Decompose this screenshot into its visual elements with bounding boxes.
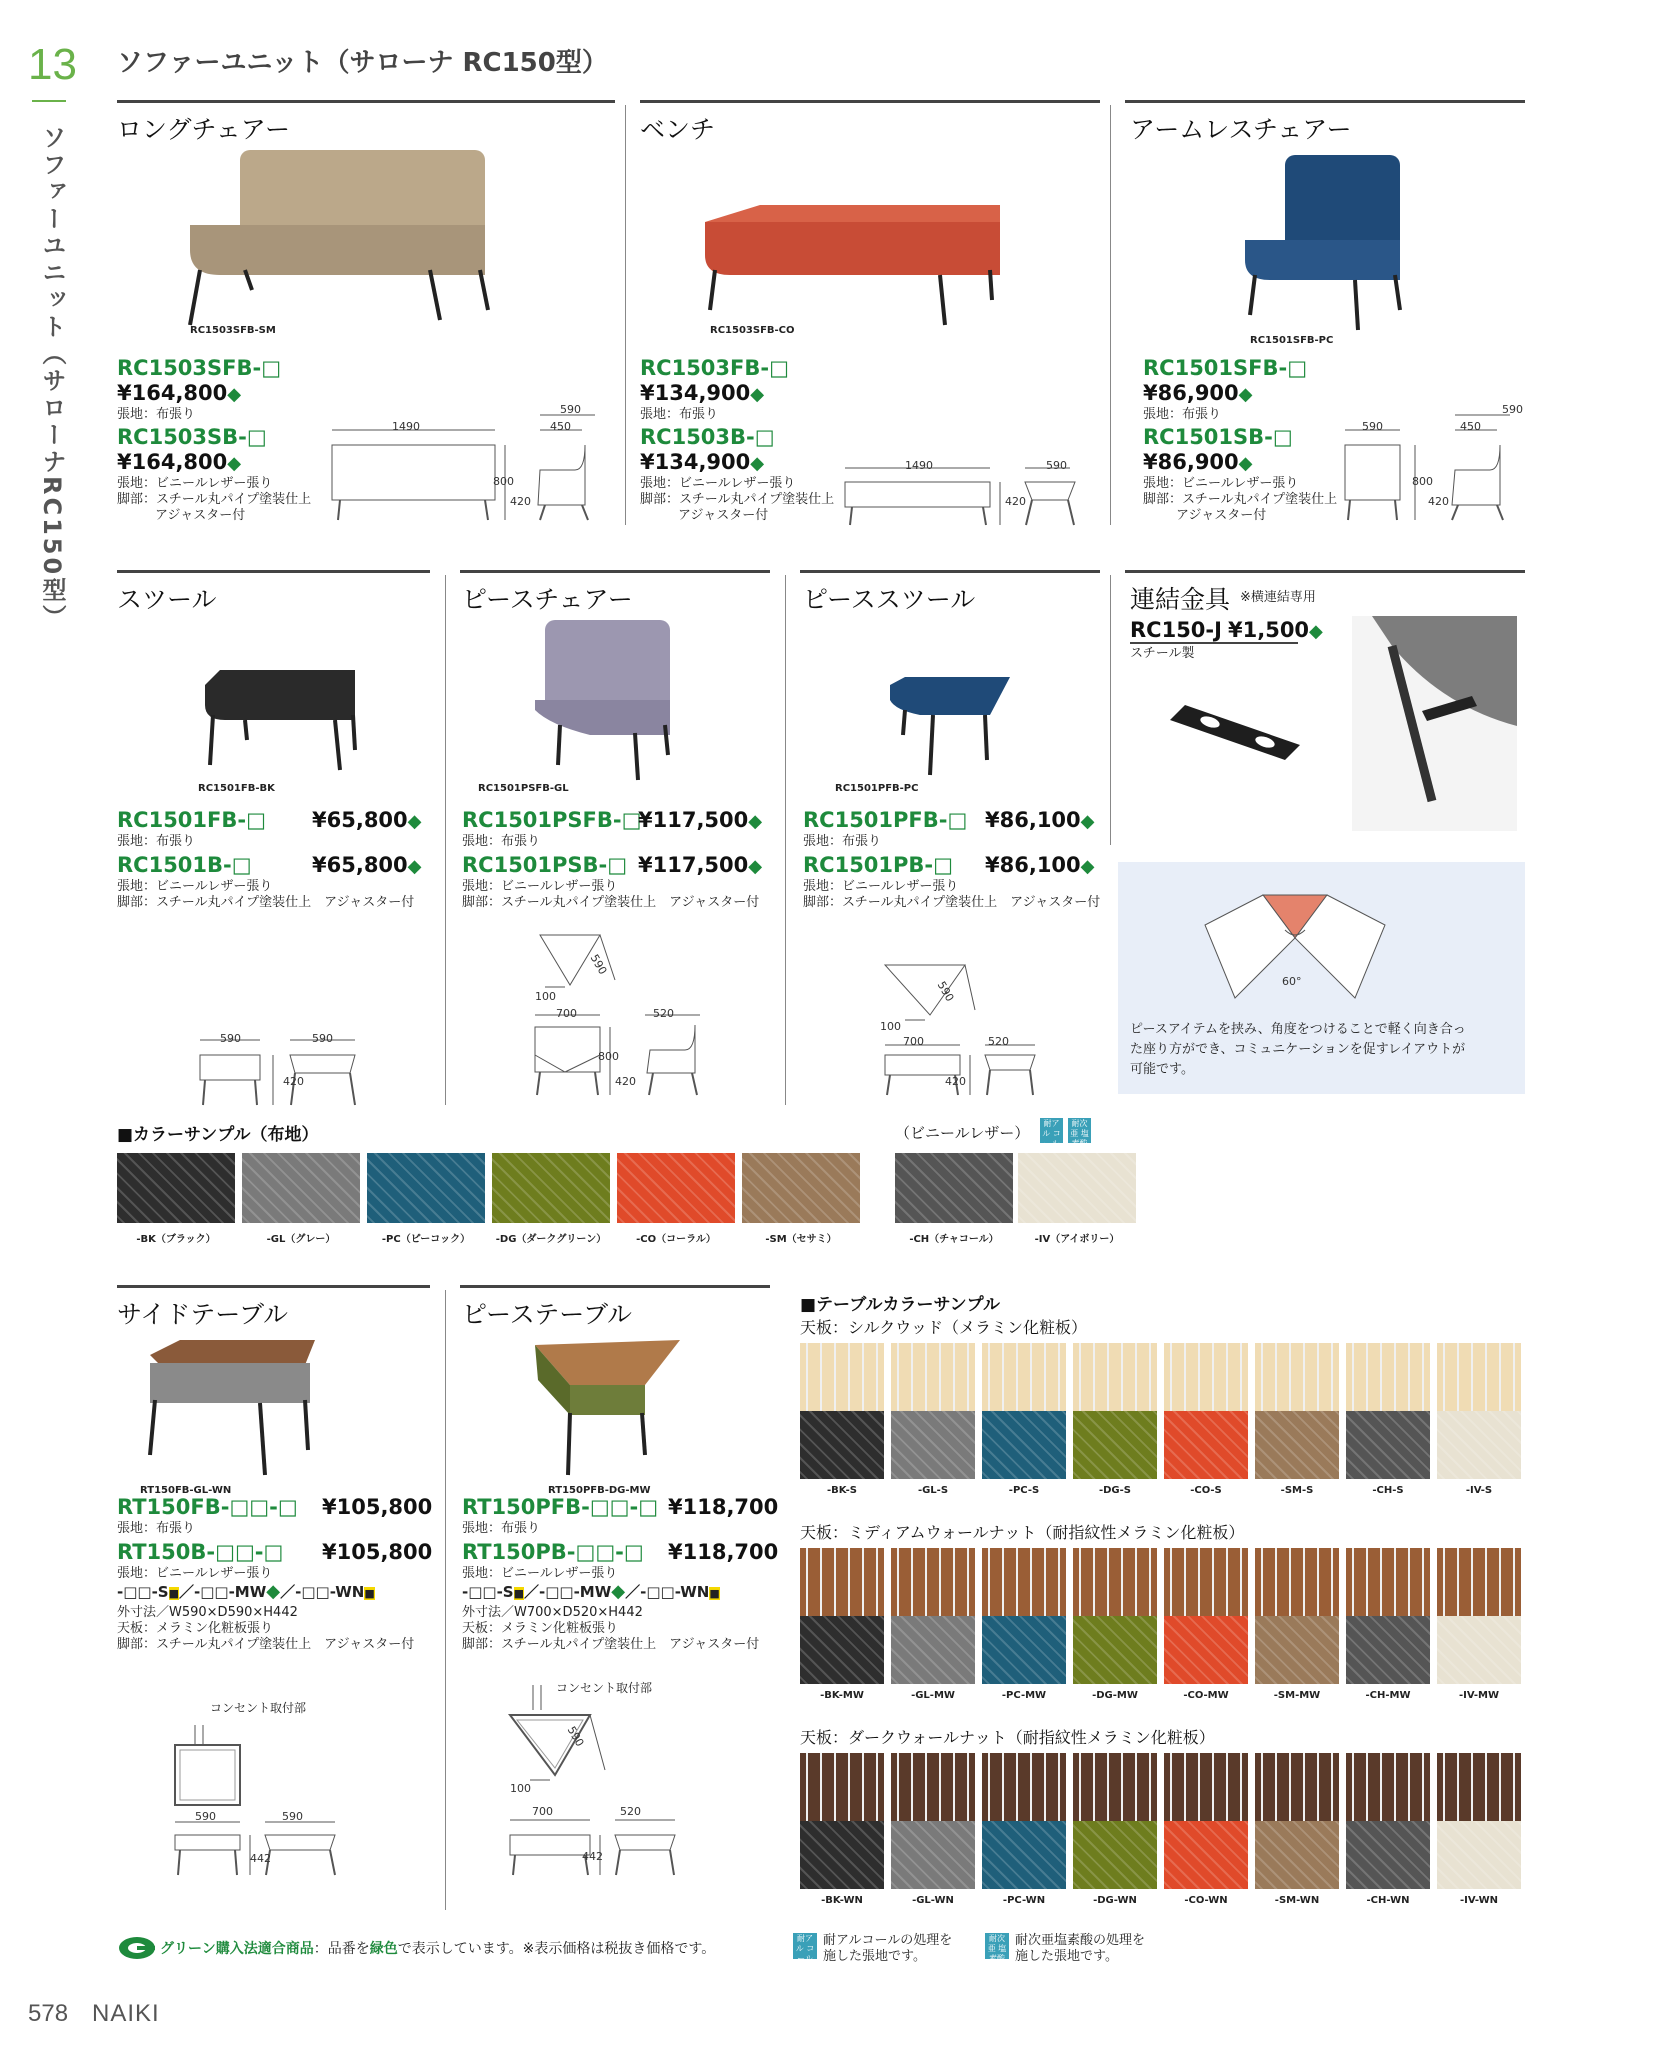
dim-label: 100 (535, 990, 556, 1003)
fabric-sample-heading: ■カラーサンプル（布地） (117, 1125, 319, 1145)
table-swatch-code: -CO-MW (1183, 1690, 1229, 1701)
section-rule (460, 1285, 770, 1288)
spec-text: 外寸法／W700×D520×H442 (462, 1605, 643, 1620)
spec-text: 脚部：スチール丸パイプ塗装仕上 (640, 492, 835, 507)
product-price (640, 450, 764, 474)
table-swatch-code: -PC-MW (1001, 1690, 1047, 1701)
table-base-swatch (1346, 1821, 1430, 1889)
spec-text: アジャスター付 (155, 508, 246, 523)
page-number: 578 (28, 2000, 69, 2027)
table-top-group-label: 天板：ダークウォールナット（耐指紋性メラミン化粧板） (800, 1728, 1215, 1747)
table-top-swatch (1346, 1343, 1430, 1411)
section-rule (1125, 570, 1525, 573)
product-code: RC150-J (1130, 618, 1222, 642)
green-diamond-icon: ◆ (407, 856, 422, 877)
chapter-number: 13 (28, 40, 77, 89)
table-base-swatch (891, 1411, 975, 1479)
table-swatch-code: -IV-MW (1458, 1690, 1499, 1701)
table-swatch-code: -DG-MW (1092, 1690, 1138, 1701)
table-base-swatch (1437, 1616, 1521, 1684)
table-base-swatch (800, 1821, 884, 1889)
dim-label: 1490 (392, 420, 420, 433)
price-value: ¥164,800 (117, 381, 228, 405)
joint-closeup-photo (1352, 616, 1517, 831)
product-price: ¥118,700 (668, 1495, 779, 1519)
table-top-swatch (800, 1343, 884, 1411)
spec-text: 張地：布張り (462, 834, 541, 849)
spec-text: 張地：ビニールレザー張り (803, 879, 959, 894)
product-code: RT150PB-□□-□ (462, 1540, 644, 1564)
dim-label: 700 (556, 1007, 577, 1020)
page-title: ソファーユニット（サローナ RC150型） (117, 48, 608, 78)
photo-tag: RC1501PSFB-GL (478, 783, 569, 794)
piece-table-heading: ピーステーブル (462, 1300, 633, 1329)
table-swatch-code: -CH-MW (1365, 1690, 1411, 1701)
stool-heading: スツール (117, 585, 217, 614)
layout-diagram (1195, 880, 1445, 1005)
piece-stool-photo (885, 675, 1015, 785)
fabric-swatch-label: -GL（グレー） (266, 1234, 336, 1245)
dim-label: 590 (934, 979, 957, 1004)
outlet-label: コンセント取付部 (210, 1701, 307, 1715)
table-top-swatch (1164, 1343, 1248, 1411)
angle-label: 60° (1282, 975, 1302, 988)
side-title: ソファーユニット（サローナRC150型） (38, 125, 66, 632)
dim-label: 420 (510, 495, 531, 508)
spec-text: 張地：布張り (803, 834, 882, 849)
product-code: RT150PFB-□□-□ (462, 1495, 659, 1519)
table-swatch-code: -SM-S (1280, 1485, 1314, 1496)
table-swatch-code: -DG-WN (1093, 1895, 1137, 1906)
fabric-swatch (117, 1153, 235, 1223)
column-divider (445, 1290, 446, 1910)
spec-text: 張地：布張り (1143, 407, 1222, 422)
spec-text: 張地：ビニールレザー張り (462, 879, 618, 894)
vinyl-heading: （ビニールレザー） (895, 1124, 1030, 1142)
spec-text: 張地：ビニールレザー張り (1143, 476, 1299, 491)
fabric-swatch (242, 1153, 360, 1223)
spec-text: 脚部：スチール丸パイプ塗装仕上 アジャスター付 (462, 895, 760, 910)
fabric-swatch (742, 1153, 860, 1223)
table-base-swatch (891, 1616, 975, 1684)
product-price (1143, 381, 1253, 405)
product-price (1228, 618, 1323, 642)
spec-text: スチール製 (1130, 646, 1195, 661)
spec-text: 脚部：スチール丸パイプ塗装仕上 アジャスター付 (462, 1637, 760, 1652)
product-code: RC1503FB-□ (640, 356, 789, 380)
dim-label: 590 (282, 1810, 303, 1823)
table-swatch-code: -PC-WN (1002, 1895, 1046, 1906)
piece-chair-photo (530, 615, 680, 785)
table-swatch-code: -SM-MW (1273, 1690, 1321, 1701)
table-base-swatch (1164, 1411, 1248, 1479)
armless-chair-heading: アームレスチェアー (1130, 115, 1352, 144)
section-rule (1125, 100, 1525, 103)
dim-label: 420 (1428, 495, 1449, 508)
green-diamond-icon: ◆ (611, 1581, 626, 1602)
footer-note-1: 耐アルコールの処理を 施した張地です。 (823, 1933, 953, 1964)
section-rule (800, 570, 1100, 573)
green-purchase-logo-icon (117, 1935, 157, 1961)
spec-text: 外寸法／W590×D590×H442 (117, 1605, 298, 1620)
fabric-swatch (617, 1153, 735, 1223)
armless-chair-photo (1240, 150, 1420, 340)
table-base-swatch (1073, 1616, 1157, 1684)
table-top-swatch (800, 1548, 884, 1616)
table-top-swatch (982, 1753, 1066, 1821)
column-divider (1110, 105, 1111, 525)
green-diamond-icon: ◆ (1238, 384, 1253, 405)
table-top-swatch (1073, 1548, 1157, 1616)
dim-label: 700 (532, 1805, 553, 1818)
product-price (985, 853, 1095, 877)
table-top-swatch (1164, 1548, 1248, 1616)
table-base-swatch (982, 1821, 1066, 1889)
spec-text: 張地：布張り (117, 1521, 196, 1536)
table-base-swatch (1255, 1821, 1339, 1889)
fabric-swatch (367, 1153, 485, 1223)
spec-text: 脚部：スチール丸パイプ塗装仕上 アジャスター付 (117, 1637, 415, 1652)
yellow-square-icon: ■ (168, 1587, 180, 1600)
spec-text: 張地：布張り (462, 1521, 541, 1536)
layout-text: ピースアイテムを挟み、角度をつけることで軽く向き合っ た座り方ができ、コミュニケーションを促すレイアウトが 可能です。 (1130, 1022, 1466, 1077)
table-base-swatch (1164, 1821, 1248, 1889)
green-diamond-icon: ◆ (1238, 453, 1253, 474)
yellow-square-icon: ■ (709, 1587, 720, 1600)
fabric-swatch-label: -CO（コーラル） (636, 1234, 716, 1245)
section-rule (640, 100, 1100, 103)
table-swatch-code: -BK-MW (820, 1690, 864, 1701)
table-swatch-code: -CO-S (1190, 1485, 1222, 1496)
table-top-swatch (891, 1548, 975, 1616)
dim-label: 590 (560, 403, 581, 416)
chapter-divider (32, 100, 66, 102)
table-base-swatch (1164, 1616, 1248, 1684)
dim-label: 700 (903, 1035, 924, 1048)
table-base-swatch (982, 1411, 1066, 1479)
side-table-photo (140, 1335, 340, 1485)
photo-tag: RC1503SFB-SM (190, 325, 276, 336)
table-swatch-code: -PC-S (1008, 1485, 1040, 1496)
product-price (638, 808, 762, 832)
yellow-square-icon: ■ (513, 1587, 525, 1600)
product-code: RC1501B-□ (117, 853, 252, 877)
fabric-swatch-label: -PC（ピーコック） (381, 1234, 471, 1245)
table-top-swatch (1437, 1753, 1521, 1821)
product-code: RC1501PB-□ (803, 853, 953, 877)
table-top-swatch (1073, 1753, 1157, 1821)
product-price: ¥118,700 (668, 1540, 779, 1564)
spec-text: 張地：ビニールレザー張り (117, 476, 273, 491)
table-swatch-code: -BK-WN (821, 1895, 863, 1906)
dim-label: 100 (880, 1020, 901, 1033)
spec-text: 脚部：スチール丸パイプ塗装仕上 アジャスター付 (117, 895, 415, 910)
price-value: ¥134,900 (640, 450, 751, 474)
section-rule (117, 570, 430, 573)
dim-label: 420 (615, 1075, 636, 1088)
dim-label: 800 (493, 475, 514, 488)
product-code: RC1501PFB-□ (803, 808, 968, 832)
table-swatch-code: -CH-WN (1366, 1895, 1410, 1906)
table-top-swatch (982, 1548, 1066, 1616)
dim-label: 442 (582, 1850, 603, 1863)
price-value: ¥86,100 (985, 853, 1081, 877)
dim-label: 590 (220, 1032, 241, 1045)
green-diamond-icon: ◆ (750, 384, 765, 405)
table-top-swatch (1346, 1548, 1430, 1616)
product-price (312, 853, 422, 877)
photo-tag: RC1503SFB-CO (710, 325, 795, 336)
bench-photo (700, 200, 1010, 340)
column-divider (1110, 575, 1111, 845)
photo-tag: RT150FB-GL-WN (140, 1485, 232, 1496)
table-top-swatch (1073, 1343, 1157, 1411)
bench-heading: ベンチ (640, 115, 716, 144)
joint-note: ※横連結専用 (1240, 590, 1316, 605)
table-base-swatch (1346, 1616, 1430, 1684)
dim-label: 800 (1412, 475, 1433, 488)
green-diamond-icon: ◆ (227, 453, 242, 474)
table-top-swatch (1255, 1753, 1339, 1821)
table-base-swatch (800, 1616, 884, 1684)
hypochlorous-resistant-badge: 耐次亜 塩素酸 (985, 1933, 1009, 1959)
dim-label: 100 (510, 1782, 531, 1795)
piece-chair-dimension-drawing (525, 925, 715, 1100)
table-swatch-code: -BK-S (826, 1485, 857, 1496)
long-chair-heading: ロングチェアー (117, 115, 291, 144)
spec-text: 天板：メラミン化粧板張り (462, 1621, 619, 1636)
product-price: ¥105,800 (322, 1495, 433, 1519)
product-code: RT150B-□□-□ (117, 1540, 284, 1564)
spec-text: 張地：布張り (117, 834, 196, 849)
fabric-swatch-label: -DG（ダークグリーン） (495, 1234, 607, 1245)
table-top-swatch (800, 1753, 884, 1821)
hypochlorous-resistant-badge: 耐次亜 塩素酸 (1068, 1118, 1091, 1143)
price-value: ¥134,900 (640, 381, 751, 405)
price-value: ¥117,500 (638, 853, 749, 877)
table-top-group-label: 天板：シルクウッド（メラミン化粧板） (800, 1318, 1087, 1337)
vinyl-swatch-label: -CH（チャコール） (909, 1234, 999, 1245)
product-code: RC1501SB-□ (1143, 425, 1293, 449)
product-code: RC1501PSB-□ (462, 853, 628, 877)
stool-photo (195, 665, 365, 785)
piece-stool-heading: ピーススツール (803, 585, 976, 614)
green-diamond-icon: ◆ (748, 811, 763, 832)
product-price (640, 381, 764, 405)
brand-name: NAIKI (92, 2000, 160, 2027)
spec-text: アジャスター付 (1176, 508, 1267, 523)
table-swatch-code: -GL-MW (911, 1690, 955, 1701)
green-diamond-icon: ◆ (1080, 856, 1095, 877)
footer-note-2: 耐次亜塩素酸の処理を 施した張地です。 (1015, 1933, 1146, 1964)
spec-text: アジャスター付 (678, 508, 769, 523)
dim-label: 450 (550, 420, 571, 433)
green-diamond-icon: ◆ (266, 1581, 281, 1602)
table-top-swatch (1255, 1548, 1339, 1616)
table-top-group-label: 天板：ミディアムウォールナット（耐指紋性メラミン化粧板） (800, 1523, 1245, 1542)
dim-label: 450 (1460, 420, 1481, 433)
column-divider (445, 575, 446, 1105)
section-rule (117, 1285, 430, 1288)
product-code: RC1501SFB-□ (1143, 356, 1308, 380)
section-rule (117, 100, 615, 103)
dim-label: 420 (1005, 495, 1026, 508)
product-code: RT150FB-□□-□ (117, 1495, 298, 1519)
dim-label: 590 (1502, 403, 1523, 416)
table-swatch-code: -CH-S (1372, 1485, 1404, 1496)
table-top-swatch (1346, 1753, 1430, 1821)
dim-label: 590 (1046, 459, 1067, 472)
spec-text: 張地：ビニールレザー張り (117, 1566, 273, 1581)
table-base-swatch (891, 1821, 975, 1889)
table-base-swatch (800, 1411, 884, 1479)
spec-text: 脚部：スチール丸パイプ塗装仕上 (1143, 492, 1338, 507)
fabric-swatch (492, 1153, 610, 1223)
green-diamond-icon: ◆ (1309, 621, 1323, 642)
price-value: ¥86,100 (985, 808, 1081, 832)
green-diamond-icon: ◆ (748, 856, 763, 877)
price-value: ¥86,900 (1143, 381, 1239, 405)
photo-tag: RC1501PFB-PC (835, 783, 919, 794)
product-code: RC1503SFB-□ (117, 356, 282, 380)
footer-green-note: グリーン購入法適合商品：品番を緑色で表示しています。※表示価格は税抜き価格です。 (160, 1941, 716, 1957)
table-swatch-code: -GL-S (917, 1485, 949, 1496)
column-divider (785, 575, 786, 1105)
dim-label: 590 (564, 1724, 587, 1749)
table-base-swatch (1073, 1821, 1157, 1889)
spec-text: 天板：メラミン化粧板張り (117, 1621, 274, 1636)
table-swatch-code: -IV-WN (1460, 1895, 1498, 1906)
table-swatch-code: -DG-S (1098, 1485, 1131, 1496)
product-code: RC1503B-□ (640, 425, 775, 449)
green-diamond-icon: ◆ (1080, 811, 1095, 832)
table-top-swatch (982, 1343, 1066, 1411)
dim-label: 800 (598, 1050, 619, 1063)
product-price (1143, 450, 1253, 474)
piece-table-photo (530, 1335, 700, 1485)
outlet-label: コンセント取付部 (556, 1681, 653, 1695)
table-base-swatch (1346, 1411, 1430, 1479)
table-top-swatch (891, 1753, 975, 1821)
spec-text: 張地：ビニールレザー張り (117, 879, 273, 894)
spec-text: 張地：ビニールレザー張り (640, 476, 796, 491)
table-top-swatch (1255, 1343, 1339, 1411)
table-base-swatch (1437, 1411, 1521, 1479)
table-base-swatch (1255, 1616, 1339, 1684)
table-base-swatch (1073, 1411, 1157, 1479)
spec-text: 張地：布張り (640, 407, 719, 422)
dim-label: 1490 (905, 459, 933, 472)
green-diamond-icon: ◆ (750, 453, 765, 474)
joint-bracket-photo (1165, 700, 1305, 770)
spec-text: 張地：ビニールレザー張り (462, 1566, 618, 1581)
table-swatch-code: -IV-S (1465, 1485, 1493, 1496)
dim-label: 590 (312, 1032, 333, 1045)
price-value: ¥164,800 (117, 450, 228, 474)
photo-tag: RT150PFB-DG-MW (548, 1485, 651, 1496)
side-table-heading: サイドテーブル (117, 1300, 289, 1329)
photo-tag: RC1501FB-BK (198, 783, 275, 794)
price-value: ¥117,500 (638, 808, 749, 832)
column-divider (625, 105, 626, 525)
table-color-heading: ■テーブルカラーサンプル (800, 1295, 1001, 1315)
dim-label: 590 (587, 952, 610, 977)
fabric-swatch-label: -SM（セサミ） (765, 1234, 837, 1245)
product-price (638, 853, 762, 877)
dim-label: 520 (653, 1007, 674, 1020)
green-diamond-icon: ◆ (407, 811, 422, 832)
dim-label: 520 (620, 1805, 641, 1818)
price-value: ¥1,500 (1228, 618, 1310, 642)
vinyl-swatch (1018, 1153, 1136, 1223)
photo-tag: RC1501SFB-PC (1250, 335, 1334, 346)
product-code: RC1503SB-□ (117, 425, 267, 449)
finish-options: -□□-S■／-□□-MW◆／-□□-WN■ (117, 1581, 375, 1602)
table-base-swatch (1437, 1821, 1521, 1889)
table-swatch-code: -CO-WN (1184, 1895, 1228, 1906)
vinyl-swatch (895, 1153, 1013, 1223)
fabric-swatch-label: -BK（ブラック） (136, 1234, 216, 1245)
table-base-swatch (1255, 1411, 1339, 1479)
product-code: RC1501FB-□ (117, 808, 266, 832)
table-base-swatch (982, 1616, 1066, 1684)
dim-label: 520 (988, 1035, 1009, 1048)
table-top-swatch (891, 1343, 975, 1411)
dim-label: 420 (283, 1075, 304, 1088)
yellow-square-icon: ■ (364, 1587, 375, 1600)
long-chair-photo (180, 140, 520, 340)
product-price (312, 808, 422, 832)
product-price: ¥105,800 (322, 1540, 433, 1564)
dim-label: 420 (945, 1075, 966, 1088)
price-value: ¥86,900 (1143, 450, 1239, 474)
table-swatch-code: -SM-WN (1274, 1895, 1320, 1906)
joint-heading: 連結金具 (1130, 585, 1231, 614)
product-code: RC1501PSFB-□ (462, 808, 642, 832)
product-price (117, 450, 241, 474)
section-rule (460, 570, 770, 573)
price-value: ¥65,800 (312, 808, 408, 832)
piece-chair-heading: ピースチェアー (462, 585, 633, 614)
table-swatch-code: -GL-WN (912, 1895, 954, 1906)
green-diamond-icon: ◆ (227, 384, 242, 405)
table-top-swatch (1437, 1343, 1521, 1411)
dim-label: 590 (195, 1810, 216, 1823)
price-value: ¥65,800 (312, 853, 408, 877)
underline (1130, 642, 1298, 644)
alcohol-resistant-badge: 耐アル コール (793, 1933, 817, 1959)
spec-text: 張地：布張り (117, 407, 196, 422)
spec-text: 脚部：スチール丸パイプ塗装仕上 アジャスター付 (803, 895, 1101, 910)
dim-label: 442 (250, 1852, 271, 1865)
table-top-swatch (1164, 1753, 1248, 1821)
finish-options: -□□-S■／-□□-MW◆／-□□-WN■ (462, 1581, 720, 1602)
alcohol-resistant-badge: 耐アル コール (1040, 1118, 1063, 1143)
vinyl-swatch-label: -IV（アイボリー） (1034, 1234, 1120, 1245)
table-top-swatch (1437, 1548, 1521, 1616)
product-price (117, 381, 241, 405)
spec-text: 脚部：スチール丸パイプ塗装仕上 (117, 492, 312, 507)
stool-dimension-drawing (195, 1035, 365, 1110)
dim-label: 590 (1362, 420, 1383, 433)
product-price (985, 808, 1095, 832)
